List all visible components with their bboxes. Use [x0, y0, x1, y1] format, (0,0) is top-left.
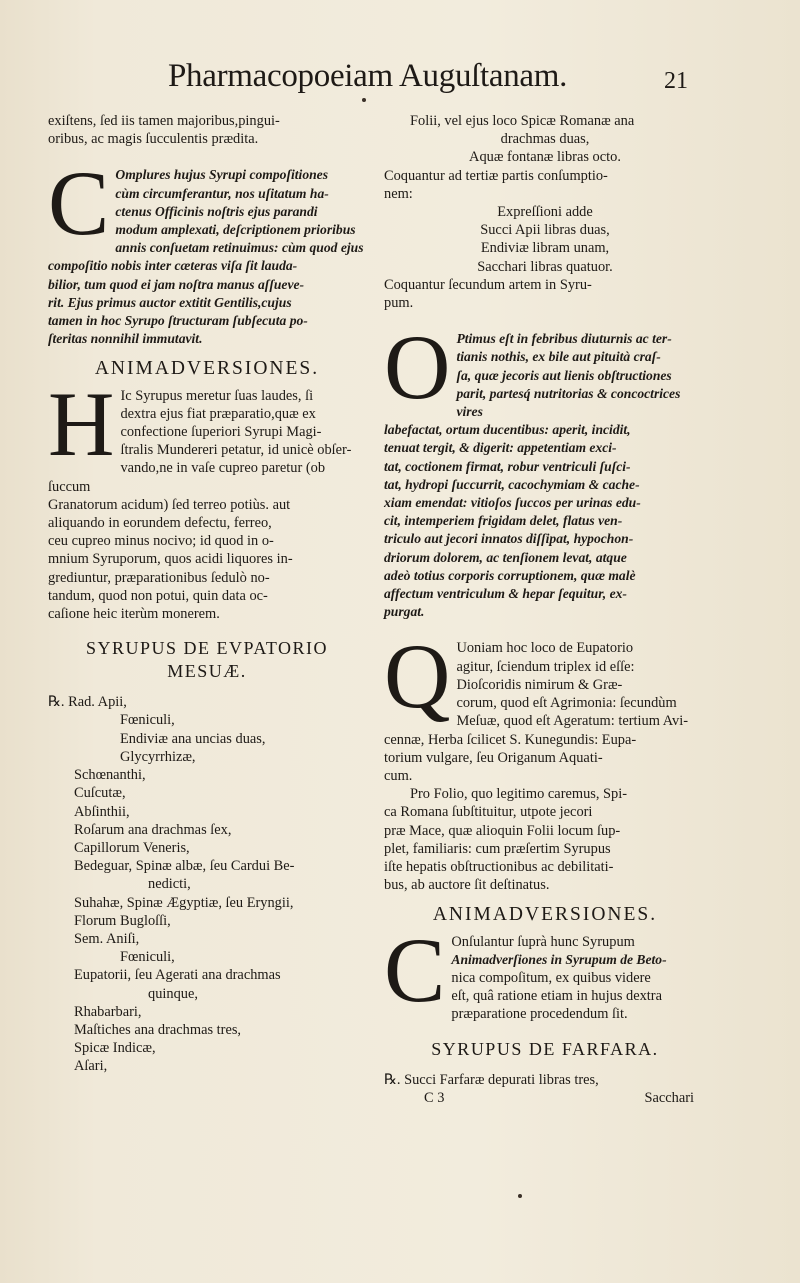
- drop-cap: H: [48, 372, 115, 475]
- drop-cap: Q: [384, 625, 451, 728]
- recipe-line: Sem. Aniſi,: [74, 930, 140, 947]
- text-line: ca Romana ſubſtituitur, utpote jecori: [384, 804, 593, 821]
- text-line: triculo aut jecori innatos diſſipat, hypochon-: [384, 531, 634, 547]
- text-line: torium vulgare, ſeu Origanum Aquati-: [384, 749, 603, 766]
- paragraph-virtues: [384, 316, 706, 621]
- paragraph-animadversiones: [48, 372, 366, 624]
- page-number: 21: [664, 68, 688, 94]
- recipe-line: ℞. Rad. Apii,: [48, 694, 127, 711]
- recipe-line: Coquantur ad tertiæ partis conſumptio-: [384, 167, 608, 184]
- text-line: eſt, quâ ratione etiam in hujus dextra: [451, 988, 662, 1005]
- text-line: iſte hepatis obſtructionibus ac debilitati-: [384, 858, 614, 875]
- recipe-line: Succi Apii libras duas,: [480, 222, 610, 239]
- text-line: ſa, quæ jecoris aut lienis obſtructiones: [456, 367, 672, 383]
- section-heading: ANIMADVERSIONES.: [94, 358, 320, 380]
- text-line: Pro Folio, quo legitimo caremus, Spi-: [410, 786, 628, 803]
- text-line: purgat.: [384, 604, 425, 620]
- recipe-line: Bedeguar, Spinæ albæ, ſeu Cardui Be-: [74, 858, 295, 875]
- recipe-line: Aquæ fontanæ libras octo.: [469, 149, 621, 166]
- signature-mark: C 3: [424, 1089, 445, 1106]
- text-line: Animadverſiones in Syrupum de Beto-: [451, 951, 667, 967]
- recipe-line: Aſari,: [74, 1058, 108, 1075]
- recipe-line: pum.: [384, 295, 414, 312]
- recipe-line: Roſarum ana drachmas ſex,: [74, 821, 232, 838]
- text-line: præparatione procedendum ſit.: [451, 1006, 628, 1023]
- recipe-line: Eupatorii, ſeu Agerati ana drachmas: [74, 967, 281, 984]
- page-header: [0, 58, 800, 104]
- text-line: rit. Ejus primus auctor extitit Gentilis,cujus: [48, 294, 292, 310]
- recipe-line: Fœniculi,: [120, 712, 175, 729]
- recipe-line: Glycyrrhizæ,: [120, 748, 196, 765]
- text-line: tenuat tergit, & digerit: appetentiam exci-: [384, 440, 617, 456]
- text-line: caſione heic iterùm monerem.: [48, 606, 220, 623]
- text-line: tandum, quod non potui, quin data oc-: [48, 587, 268, 604]
- recipe-line: Abſinthii,: [74, 803, 130, 820]
- recipe-line: Florum Bugloſſi,: [74, 912, 171, 929]
- intro-line: exiſtens, ſed iis tamen majoribus,pingui-: [48, 113, 280, 129]
- recipe-line: nem:: [384, 185, 413, 202]
- recipe-line: nedicti,: [148, 876, 191, 893]
- text-line: xiam emendat: vitioſos ſuccos per urinas edu-: [384, 495, 641, 511]
- text-line: Ptimus eſt in febribus diuturnis ac ter-: [456, 331, 672, 347]
- text-line: cùm circumferantur, nos uſitatum ha-: [115, 185, 329, 201]
- text-line: Dioſcoridis nimirum & Græ-: [456, 676, 623, 693]
- paragraph-consulantur: [384, 918, 706, 1024]
- recipe-line: Endiviæ ana uncias duas,: [120, 730, 266, 747]
- text-line: corum, quod eſt Agrimonia: ſecundùm: [456, 695, 677, 712]
- text-line: ſteritas nonnihil immutavit.: [48, 331, 203, 347]
- text-line: modum amplexati, deſcriptionem prioribus: [115, 222, 356, 238]
- paragraph-folio: [384, 785, 706, 894]
- recipe-title-line: SYRUPUS DE EVPATORIO: [85, 638, 329, 659]
- text-line: affectum ventriculum & hepar ſequitur, ex-: [384, 586, 627, 602]
- ink-speck: [518, 1194, 522, 1198]
- text-line: Onſulantur ſuprà hunc Syrupum: [451, 933, 635, 950]
- recipe-line: Suhahæ, Spinæ Ægyptiæ, ſeu Eryngii,: [74, 894, 294, 911]
- recipe-list: [48, 693, 366, 1075]
- recipe-line: quinque,: [148, 985, 198, 1002]
- text-line: ctenus Officinis noſtris ejus parandi: [115, 203, 318, 219]
- drop-cap: C: [384, 918, 446, 1021]
- text-line: tamen in hoc Syrupo ſtructuram ſubſecuta po-: [48, 313, 308, 329]
- text-line: tat, coctionem firmat, robur ventriculi ſuſci-: [384, 458, 631, 474]
- recipe-line: Cuſcutæ,: [74, 785, 126, 802]
- running-title: Pharmacopoeiam Auguſtanam.: [168, 58, 568, 94]
- paragraph-eupatorium: [384, 625, 706, 785]
- recipe-line: Rhabarbari,: [74, 1003, 142, 1020]
- left-column: [48, 112, 366, 1076]
- intro-line: oribus, ac magis ſucculentis prædita.: [48, 131, 259, 148]
- recipe-title: [48, 637, 366, 683]
- text-line: adeò totius corporis corruptionem, quæ malè: [384, 567, 636, 583]
- text-line: cennæ, Herba ſcilicet S. Kunegundis: Eupa-: [384, 731, 637, 748]
- recipe-line: Expreſſioni adde: [497, 204, 593, 221]
- recipe-line: Spicæ Indicæ,: [74, 1040, 156, 1057]
- recipe-line: Sacchari libras quatuor.: [477, 258, 613, 275]
- text-line: dextra ejus fiat præparatio,quæ ex: [120, 405, 316, 422]
- text-line: parit, partesq́ nutritorias & concoctrices vires: [456, 385, 681, 420]
- drop-cap: O: [384, 316, 451, 419]
- text-line: Omplures hujus Syrupi compoſitiones: [115, 167, 329, 183]
- catchword: Sacchari: [644, 1089, 694, 1106]
- text-line: Granatorum acidum) ſed terreo potiùs. aut: [48, 496, 291, 513]
- section-heading: ANIMADVERSIONES.: [432, 904, 658, 926]
- text-line: Uoniam hoc loco de Eupatorio: [456, 640, 634, 657]
- text-line: mnium Syruporum, quos acidi liquores in-: [48, 551, 293, 568]
- right-column: [384, 112, 706, 1107]
- text-line: bilior, tum quod ei jam noſtra manus aſſueve-: [48, 276, 305, 292]
- text-line: grediuntur, præparationibus ſedulò no-: [48, 569, 270, 586]
- drop-cap: C: [48, 152, 110, 255]
- text-line: agitur, ſciendum triplex id eſſe:: [456, 658, 635, 675]
- text-line: vando,ne in vaſe cupreo paretur (ob ſuccum: [48, 460, 326, 495]
- text-line: aliquando in eorundem defectu, ferreo,: [48, 515, 272, 532]
- recipe-line: Maſtiches ana drachmas tres,: [74, 1021, 242, 1038]
- text-line: compoſitio nobis inter cæteras viſa ſit lauda-: [48, 258, 298, 274]
- text-line: plet, familiaris: cum præſertim Syrupus: [384, 840, 611, 857]
- text-line: cum.: [384, 767, 413, 784]
- text-line: præ Mace, quæ alioquin Folii locum ſup-: [384, 822, 621, 839]
- recipe-line: Endiviæ libram unam,: [480, 240, 610, 257]
- text-line: ſtralis Mundereri petatur, id unicè obſer-: [120, 442, 352, 459]
- recipe-continued: [384, 112, 706, 312]
- text-line: cit, intemperiem frigidam delet, flatus ven-: [384, 513, 623, 529]
- page-footer: [384, 1089, 706, 1107]
- text-line: driorum dolorem, ac tenſionem levat, atque: [384, 549, 627, 565]
- text-line: ceu cupreo minus nocivo; id quod in o-: [48, 533, 274, 550]
- text-line: tat, hydropi ſuccurrit, cacochymiam & cache-: [384, 476, 640, 492]
- ink-speck: [362, 98, 366, 102]
- recipe-line: drachmas duas,: [500, 131, 590, 148]
- text-line: tianis nothis, ex bile aut pituità craſ-: [456, 349, 661, 365]
- text-line: nica compoſitum, ex quibus videre: [451, 969, 651, 986]
- recipe-title-line: MESUÆ.: [167, 661, 247, 682]
- text-line: annis conſuetam retinuimus: cùm quod ejus: [115, 240, 364, 256]
- text-line: Ic Syrupus meretur ſuas laudes, ſi: [120, 387, 314, 404]
- recipe-line: Folii, vel ejus loco Spicæ Romanæ ana: [410, 113, 635, 129]
- paragraph-composition: [48, 152, 366, 348]
- recipe-title: SYRUPUS DE FARFARA.: [431, 1038, 659, 1059]
- text-line: bus, ab auctore ſit deſtinatus.: [384, 877, 550, 894]
- recipe-line: ℞. Succi Farfaræ depurati libras tres,: [384, 1071, 599, 1088]
- recipe-line: Schœnanthi,: [74, 767, 146, 784]
- recipe-line: Capillorum Veneris,: [74, 839, 190, 856]
- recipe-line: Fœniculi,: [120, 949, 175, 966]
- text-line: Meſuæ, quod eſt Ageratum: tertium Avi-: [456, 713, 689, 730]
- text-line: labefactat, ortum ducentibus: aperit, incidit,: [384, 422, 631, 438]
- recipe-line: Coquantur ſecundum artem in Syru-: [384, 276, 592, 293]
- text-line: confectione ſuperiori Syrupi Magi-: [120, 424, 322, 441]
